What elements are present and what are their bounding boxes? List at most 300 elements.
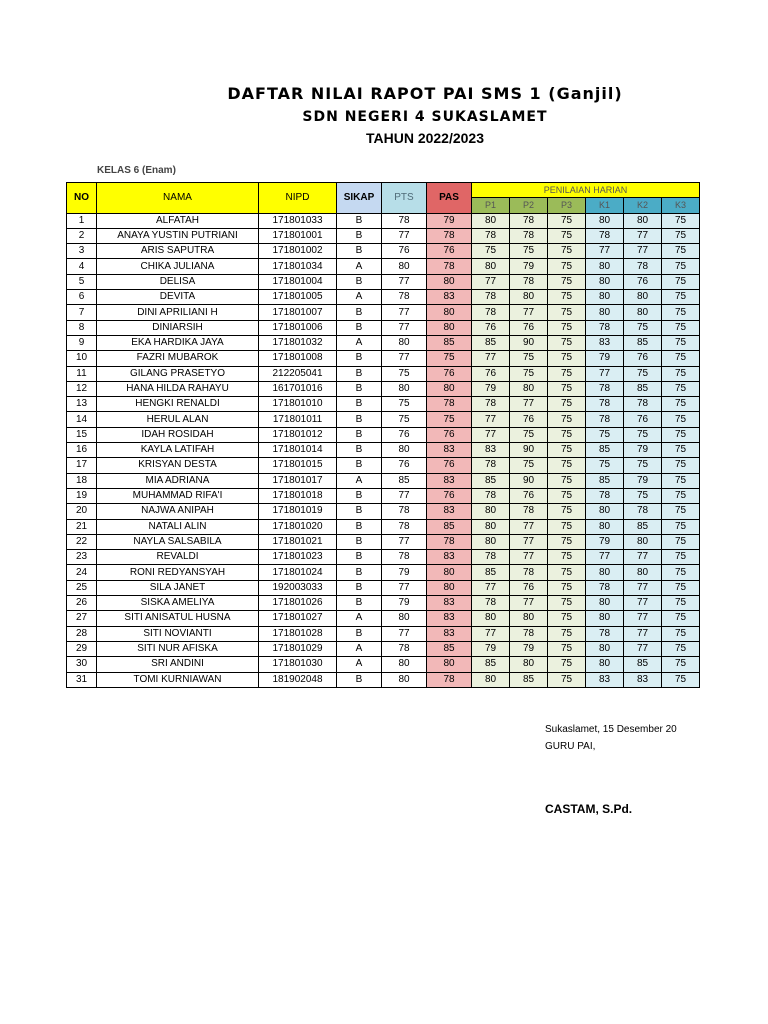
table-row [67, 458, 700, 473]
cell-pts: 76 [382, 244, 427, 259]
cell-nipd: 171801023 [259, 550, 337, 565]
cell-pts: 80 [382, 259, 427, 274]
cell-p3: 75 [548, 274, 586, 289]
cell-p3: 75 [548, 550, 586, 565]
col-header-nama: NAMA [97, 183, 259, 214]
cell-p1: 79 [472, 641, 510, 656]
cell-sikap: B [337, 412, 382, 427]
table-row [67, 488, 700, 503]
cell-sikap: B [337, 381, 382, 396]
cell-no: 24 [67, 565, 97, 580]
cell-nipd: 171801004 [259, 274, 337, 289]
cell-p2: 78 [510, 228, 548, 243]
cell-nama: DEVITA [97, 290, 259, 305]
cell-p1: 77 [472, 351, 510, 366]
cell-p3: 75 [548, 641, 586, 656]
cell-p2: 78 [510, 626, 548, 641]
cell-p1: 77 [472, 427, 510, 442]
cell-k1: 80 [586, 504, 624, 519]
cell-p3: 75 [548, 335, 586, 350]
cell-pts: 78 [382, 550, 427, 565]
cell-k2: 78 [624, 504, 662, 519]
cell-no: 6 [67, 290, 97, 305]
cell-p2: 77 [510, 550, 548, 565]
cell-p3: 75 [548, 427, 586, 442]
signature-role: GURU PAI, [545, 741, 596, 752]
cell-p3: 75 [548, 351, 586, 366]
cell-nama: SITI NOVIANTI [97, 626, 259, 641]
cell-nipd: 171801028 [259, 626, 337, 641]
cell-sikap: B [337, 626, 382, 641]
cell-pts: 80 [382, 443, 427, 458]
cell-nipd: 171801012 [259, 427, 337, 442]
table-row [67, 641, 700, 656]
cell-k2: 85 [624, 519, 662, 534]
col-header-pas: PAS [427, 183, 472, 214]
cell-sikap: B [337, 672, 382, 687]
cell-p2: 80 [510, 381, 548, 396]
cell-pts: 75 [382, 397, 427, 412]
cell-p2: 77 [510, 397, 548, 412]
class-label: KELAS 6 (Enam) [97, 165, 176, 176]
table-row [67, 550, 700, 565]
cell-p1: 80 [472, 259, 510, 274]
cell-p1: 78 [472, 397, 510, 412]
cell-nipd: 171801026 [259, 596, 337, 611]
cell-k2: 75 [624, 320, 662, 335]
cell-p2: 80 [510, 657, 548, 672]
cell-no: 25 [67, 580, 97, 595]
cell-pas: 80 [427, 565, 472, 580]
cell-no: 12 [67, 381, 97, 396]
cell-p1: 80 [472, 213, 510, 228]
cell-nama: NAYLA SALSABILA [97, 534, 259, 549]
cell-k2: 76 [624, 412, 662, 427]
cell-nama: SRI ANDINI [97, 657, 259, 672]
cell-p3: 75 [548, 320, 586, 335]
cell-no: 17 [67, 458, 97, 473]
cell-k3: 75 [662, 427, 700, 442]
col-header-p1: P1 [472, 198, 510, 213]
cell-p3: 75 [548, 488, 586, 503]
cell-k2: 85 [624, 657, 662, 672]
cell-no: 18 [67, 473, 97, 488]
cell-nipd: 171801020 [259, 519, 337, 534]
cell-k2: 77 [624, 550, 662, 565]
col-header-k2: K2 [624, 198, 662, 213]
cell-k1: 78 [586, 381, 624, 396]
cell-p3: 75 [548, 228, 586, 243]
cell-sikap: B [337, 534, 382, 549]
cell-p1: 78 [472, 228, 510, 243]
cell-sikap: B [337, 550, 382, 565]
cell-p2: 77 [510, 519, 548, 534]
cell-pas: 83 [427, 504, 472, 519]
cell-sikap: A [337, 290, 382, 305]
cell-nama: SITI NUR AFISKA [97, 641, 259, 656]
cell-no: 14 [67, 412, 97, 427]
grades-table [66, 182, 700, 688]
cell-pts: 85 [382, 473, 427, 488]
cell-no: 7 [67, 305, 97, 320]
cell-nipd: 171801002 [259, 244, 337, 259]
table-row [67, 259, 700, 274]
cell-k1: 75 [586, 427, 624, 442]
cell-sikap: B [337, 519, 382, 534]
cell-no: 3 [67, 244, 97, 259]
cell-k2: 78 [624, 397, 662, 412]
cell-k3: 75 [662, 397, 700, 412]
cell-nama: NAJWA ANIPAH [97, 504, 259, 519]
cell-p1: 76 [472, 366, 510, 381]
cell-k2: 77 [624, 244, 662, 259]
cell-pas: 83 [427, 443, 472, 458]
cell-k3: 75 [662, 290, 700, 305]
cell-nama: EKA HARDIKA JAYA [97, 335, 259, 350]
cell-k3: 75 [662, 641, 700, 656]
cell-k3: 75 [662, 550, 700, 565]
cell-k3: 75 [662, 305, 700, 320]
cell-p2: 79 [510, 259, 548, 274]
cell-p1: 77 [472, 580, 510, 595]
cell-p3: 75 [548, 580, 586, 595]
cell-p3: 75 [548, 657, 586, 672]
cell-p3: 75 [548, 290, 586, 305]
col-header-nipd: NIPD [259, 183, 337, 214]
cell-pas: 76 [427, 458, 472, 473]
cell-pas: 78 [427, 259, 472, 274]
cell-pts: 80 [382, 672, 427, 687]
cell-no: 4 [67, 259, 97, 274]
cell-p3: 75 [548, 259, 586, 274]
cell-nama: ARIS SAPUTRA [97, 244, 259, 259]
cell-nama: REVALDI [97, 550, 259, 565]
school-name: SDN NEGERI 4 SUKASLAMET [302, 109, 548, 125]
cell-sikap: B [337, 504, 382, 519]
cell-k1: 80 [586, 611, 624, 626]
col-header-pts: PTS [382, 183, 427, 214]
cell-pas: 78 [427, 228, 472, 243]
table-row [67, 290, 700, 305]
cell-p2: 78 [510, 565, 548, 580]
cell-nama: MUHAMMAD RIFA'I [97, 488, 259, 503]
cell-p3: 75 [548, 672, 586, 687]
cell-k3: 75 [662, 534, 700, 549]
cell-k1: 78 [586, 412, 624, 427]
cell-p1: 80 [472, 611, 510, 626]
cell-p2: 80 [510, 290, 548, 305]
cell-p1: 80 [472, 672, 510, 687]
cell-pas: 75 [427, 351, 472, 366]
cell-pas: 80 [427, 274, 472, 289]
cell-no: 28 [67, 626, 97, 641]
col-header-p2: P2 [510, 198, 548, 213]
cell-no: 21 [67, 519, 97, 534]
cell-no: 22 [67, 534, 97, 549]
col-header-k3: K3 [662, 198, 700, 213]
cell-k3: 75 [662, 580, 700, 595]
cell-p1: 85 [472, 473, 510, 488]
cell-k2: 79 [624, 443, 662, 458]
cell-p2: 75 [510, 366, 548, 381]
cell-pts: 78 [382, 290, 427, 305]
cell-p2: 76 [510, 320, 548, 335]
cell-nipd: 161701016 [259, 381, 337, 396]
cell-k2: 80 [624, 534, 662, 549]
cell-k3: 75 [662, 519, 700, 534]
cell-p2: 76 [510, 580, 548, 595]
cell-p2: 77 [510, 534, 548, 549]
cell-p3: 75 [548, 504, 586, 519]
cell-k2: 76 [624, 351, 662, 366]
cell-p3: 75 [548, 305, 586, 320]
cell-sikap: A [337, 611, 382, 626]
table-row [67, 397, 700, 412]
cell-no: 26 [67, 596, 97, 611]
cell-k3: 75 [662, 351, 700, 366]
cell-k3: 75 [662, 488, 700, 503]
cell-sikap: B [337, 458, 382, 473]
cell-pas: 80 [427, 320, 472, 335]
cell-pas: 76 [427, 488, 472, 503]
grades-body [67, 213, 700, 687]
cell-k3: 75 [662, 458, 700, 473]
cell-sikap: B [337, 443, 382, 458]
cell-k1: 75 [586, 458, 624, 473]
cell-sikap: B [337, 244, 382, 259]
table-row [67, 274, 700, 289]
cell-k1: 80 [586, 596, 624, 611]
cell-k1: 80 [586, 305, 624, 320]
cell-pts: 77 [382, 228, 427, 243]
table-row [67, 519, 700, 534]
cell-pts: 75 [382, 412, 427, 427]
cell-k2: 77 [624, 626, 662, 641]
cell-pas: 80 [427, 305, 472, 320]
cell-k2: 85 [624, 335, 662, 350]
cell-nama: RONI REDYANSYAH [97, 565, 259, 580]
cell-p2: 76 [510, 412, 548, 427]
cell-pts: 80 [382, 657, 427, 672]
cell-k3: 75 [662, 473, 700, 488]
cell-sikap: B [337, 305, 382, 320]
cell-nipd: 171801001 [259, 228, 337, 243]
cell-no: 27 [67, 611, 97, 626]
cell-k2: 80 [624, 305, 662, 320]
cell-sikap: B [337, 366, 382, 381]
cell-p3: 75 [548, 244, 586, 259]
cell-k2: 77 [624, 580, 662, 595]
cell-sikap: A [337, 473, 382, 488]
cell-no: 16 [67, 443, 97, 458]
cell-k2: 77 [624, 641, 662, 656]
cell-nipd: 171801008 [259, 351, 337, 366]
cell-nama: NATALI ALIN [97, 519, 259, 534]
cell-pas: 76 [427, 366, 472, 381]
cell-k1: 80 [586, 274, 624, 289]
table-row [67, 427, 700, 442]
cell-k3: 75 [662, 565, 700, 580]
table-row [67, 596, 700, 611]
cell-k2: 75 [624, 366, 662, 381]
cell-nama: HERUL ALAN [97, 412, 259, 427]
cell-k3: 75 [662, 657, 700, 672]
cell-no: 20 [67, 504, 97, 519]
cell-k3: 75 [662, 228, 700, 243]
cell-p2: 90 [510, 473, 548, 488]
cell-nipd: 171801030 [259, 657, 337, 672]
cell-k3: 75 [662, 611, 700, 626]
cell-pts: 80 [382, 335, 427, 350]
cell-p2: 75 [510, 351, 548, 366]
col-header-sikap: SIKAP [337, 183, 382, 214]
cell-nipd: 171801021 [259, 534, 337, 549]
cell-k1: 78 [586, 626, 624, 641]
cell-sikap: B [337, 351, 382, 366]
cell-k2: 83 [624, 672, 662, 687]
cell-sikap: B [337, 580, 382, 595]
cell-k3: 75 [662, 596, 700, 611]
cell-no: 9 [67, 335, 97, 350]
cell-pts: 79 [382, 565, 427, 580]
cell-p3: 75 [548, 534, 586, 549]
cell-p3: 75 [548, 519, 586, 534]
cell-p3: 75 [548, 366, 586, 381]
cell-p1: 78 [472, 550, 510, 565]
cell-pas: 79 [427, 213, 472, 228]
cell-p2: 79 [510, 641, 548, 656]
cell-p3: 75 [548, 626, 586, 641]
cell-p3: 75 [548, 213, 586, 228]
cell-pts: 77 [382, 320, 427, 335]
table-row [67, 443, 700, 458]
cell-p3: 75 [548, 412, 586, 427]
cell-sikap: A [337, 259, 382, 274]
cell-k2: 76 [624, 274, 662, 289]
cell-pts: 78 [382, 641, 427, 656]
cell-pas: 78 [427, 397, 472, 412]
signature-name: CASTAM, S.Pd. [545, 802, 633, 816]
cell-k1: 80 [586, 657, 624, 672]
cell-nipd: 171801010 [259, 397, 337, 412]
cell-p3: 75 [548, 397, 586, 412]
cell-nama: GILANG PRASETYO [97, 366, 259, 381]
cell-k2: 77 [624, 611, 662, 626]
cell-p2: 85 [510, 672, 548, 687]
cell-pas: 76 [427, 427, 472, 442]
cell-nipd: 171801029 [259, 641, 337, 656]
table-row [67, 657, 700, 672]
cell-p1: 80 [472, 534, 510, 549]
cell-pts: 77 [382, 274, 427, 289]
cell-k3: 75 [662, 626, 700, 641]
cell-sikap: A [337, 657, 382, 672]
cell-p1: 77 [472, 274, 510, 289]
table-row [67, 626, 700, 641]
cell-nama: ANAYA YUSTIN PUTRIANI [97, 228, 259, 243]
cell-nipd: 192003033 [259, 580, 337, 595]
cell-sikap: A [337, 641, 382, 656]
cell-sikap: B [337, 397, 382, 412]
cell-nipd: 171801034 [259, 259, 337, 274]
cell-pas: 83 [427, 611, 472, 626]
col-header-p3: P3 [548, 198, 586, 213]
cell-k2: 80 [624, 565, 662, 580]
cell-k3: 75 [662, 274, 700, 289]
cell-no: 13 [67, 397, 97, 412]
table-row [67, 473, 700, 488]
cell-p1: 83 [472, 443, 510, 458]
cell-nipd: 171801017 [259, 473, 337, 488]
cell-k2: 75 [624, 427, 662, 442]
cell-no: 19 [67, 488, 97, 503]
cell-no: 10 [67, 351, 97, 366]
cell-nama: MIA ADRIANA [97, 473, 259, 488]
cell-pas: 78 [427, 534, 472, 549]
cell-k2: 75 [624, 458, 662, 473]
col-header-penilaian-harian: PENILAIAN HARIAN [472, 183, 700, 198]
cell-nipd: 171801015 [259, 458, 337, 473]
cell-nama: TOMI KURNIAWAN [97, 672, 259, 687]
cell-pas: 85 [427, 641, 472, 656]
cell-k2: 79 [624, 473, 662, 488]
cell-k1: 78 [586, 228, 624, 243]
cell-pas: 85 [427, 335, 472, 350]
academic-year: TAHUN 2022/2023 [365, 130, 485, 146]
cell-pas: 83 [427, 550, 472, 565]
cell-p2: 75 [510, 458, 548, 473]
cell-k3: 75 [662, 259, 700, 274]
cell-k1: 80 [586, 213, 624, 228]
cell-p2: 77 [510, 596, 548, 611]
cell-no: 29 [67, 641, 97, 656]
cell-p2: 78 [510, 504, 548, 519]
table-row [67, 213, 700, 228]
table-row [67, 305, 700, 320]
cell-k2: 80 [624, 213, 662, 228]
table-row [67, 534, 700, 549]
cell-k1: 83 [586, 672, 624, 687]
cell-k2: 85 [624, 381, 662, 396]
cell-p2: 76 [510, 488, 548, 503]
cell-p2: 90 [510, 335, 548, 350]
cell-nama: HENGKI RENALDI [97, 397, 259, 412]
cell-nama: DELISA [97, 274, 259, 289]
cell-no: 31 [67, 672, 97, 687]
cell-pts: 75 [382, 366, 427, 381]
cell-k2: 78 [624, 259, 662, 274]
cell-k3: 75 [662, 320, 700, 335]
cell-k1: 83 [586, 335, 624, 350]
cell-pas: 80 [427, 580, 472, 595]
cell-k3: 75 [662, 381, 700, 396]
cell-nipd: 171801006 [259, 320, 337, 335]
signature-place-date: Sukaslamet, 15 Desember 20 [545, 724, 677, 735]
cell-pts: 77 [382, 534, 427, 549]
cell-nipd: 171801033 [259, 213, 337, 228]
cell-nama: SILA JANET [97, 580, 259, 595]
cell-pas: 83 [427, 596, 472, 611]
cell-k2: 80 [624, 290, 662, 305]
cell-nipd: 171801005 [259, 290, 337, 305]
cell-nama: DINIARSIH [97, 320, 259, 335]
cell-no: 2 [67, 228, 97, 243]
cell-k2: 77 [624, 228, 662, 243]
cell-nama: KRISYAN DESTA [97, 458, 259, 473]
cell-k3: 75 [662, 672, 700, 687]
cell-nama: IDAH ROSIDAH [97, 427, 259, 442]
col-header-k1: K1 [586, 198, 624, 213]
